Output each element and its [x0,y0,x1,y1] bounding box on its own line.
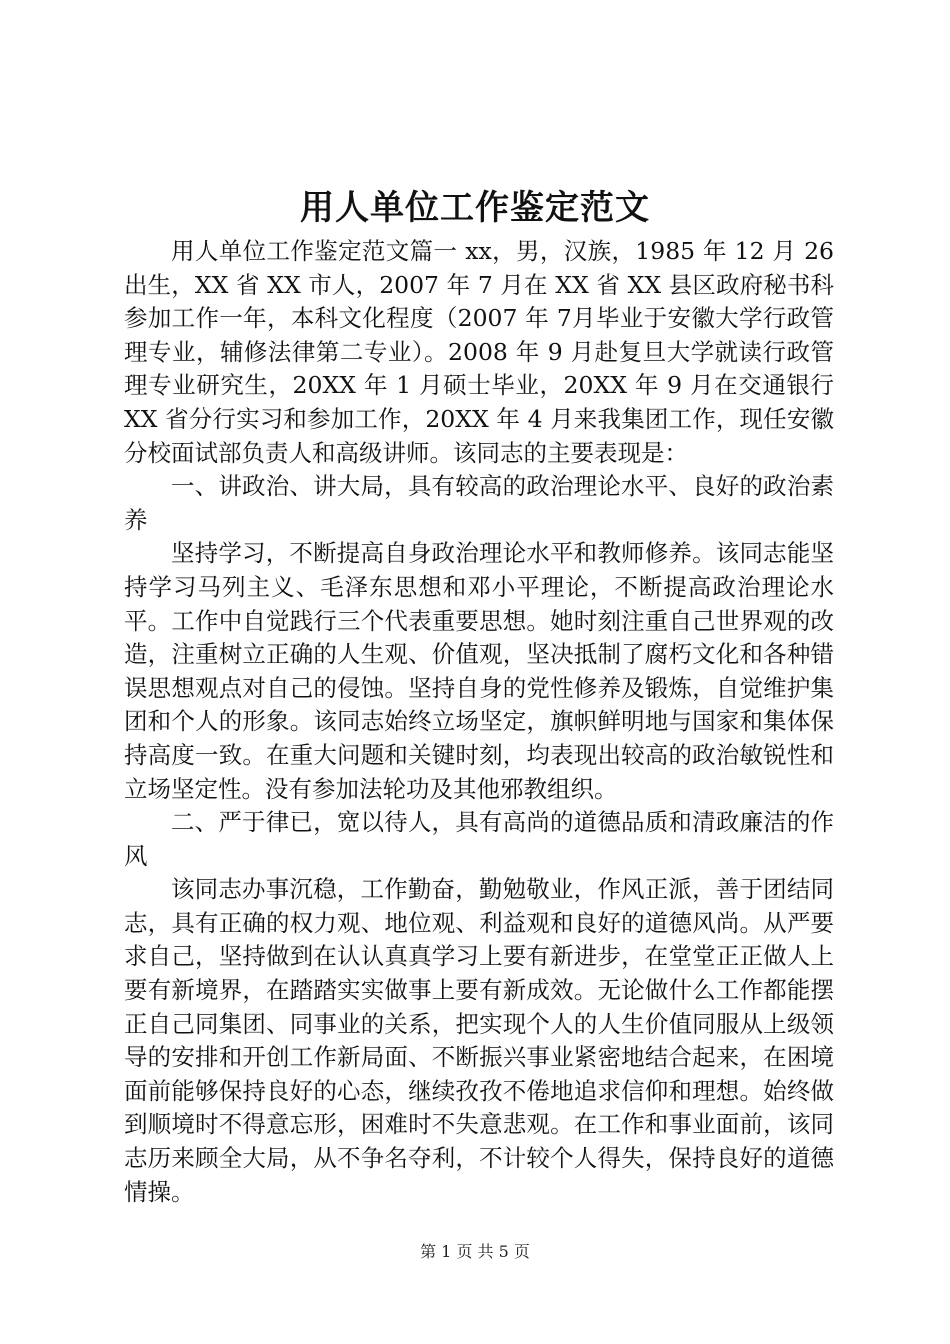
section-heading-1: 一、讲政治、讲大局，具有较高的政治理论水平、良好的政治素养 [124,472,834,534]
page-number-footer: 第 1 页 共 5 页 [420,1242,530,1261]
document-body [124,235,834,1209]
paragraph-intro: 用人单位工作鉴定范文篇一 xx，男，汉族，1985 年 12 月 26 出生，XX 省 XX 市人，2007 年 7 月在 XX 省 XX 县区政府秘书科参加工作一年，本科文化程度（2007 年 7月毕业于安徽大学行政管理专业，辅修法律第二专业）。2008 年 9 月赴复旦大学就读行政管理专业研究生，20XX 年 1 月硕士毕业，20XX 年 9 月在交通银行 XX 省分行实习和参加工作，20XX 年 4 月来我集团工作，现任安徽分校面试部负责人和高级讲师。该同志的主要表现是： [124,237,834,467]
document-title: 用人单位工作鉴定范文 [300,188,650,228]
section-heading-2: 二、严于律已，宽以待人，具有高尚的道德品质和清政廉洁的作风 [124,808,834,870]
paragraph-section-1: 坚持学习，不断提高自身政治理论水平和教师修养。该同志能坚持学习马列主义、毛泽东思想和邓小平理论，不断提高政治理论水平。工作中自觉践行三个代表重要思想。她时刻注重自己世界观的改造，注重树立正确的人生观、价值观，坚决抵制了腐朽文化和各种错误思想观点对自己的侵蚀。坚持自身的党性修养及锻炼，自觉维护集团和个人的形象。该同志始终立场坚定，旗帜鲜明地与国家和集体保持高度一致。在重大问题和关键时刻，均表现出较高的政治敏锐性和立场坚定性。没有参加法轮功及其他邪教组织。 [124,539,834,803]
paragraph-section-2: 该同志办事沉稳，工作勤奋，勤勉敬业，作风正派，善于团结同志，具有正确的权力观、地位观、利益观和良好的道德风尚。从严要求自己，坚持做到在认认真真学习上要有新进步，在堂堂正正做人上要有新境界，在踏踏实实做事上要有新成效。无论做什么工作都能摆正自己同集团、同事业的关系，把实现个人的人生价值同服从上级领导的安排和开创工作新局面、不断振兴事业紧密地结合起来，在困境面前能够保持良好的心态，继续孜孜不倦地追求信仰和理想。始终做到顺境时不得意忘形，困难时不失意悲观。在工作和事业面前，该同志历来顾全大局，从不争名夺利，不计较个人得失，保持良好的道德情操。 [124,875,834,1206]
